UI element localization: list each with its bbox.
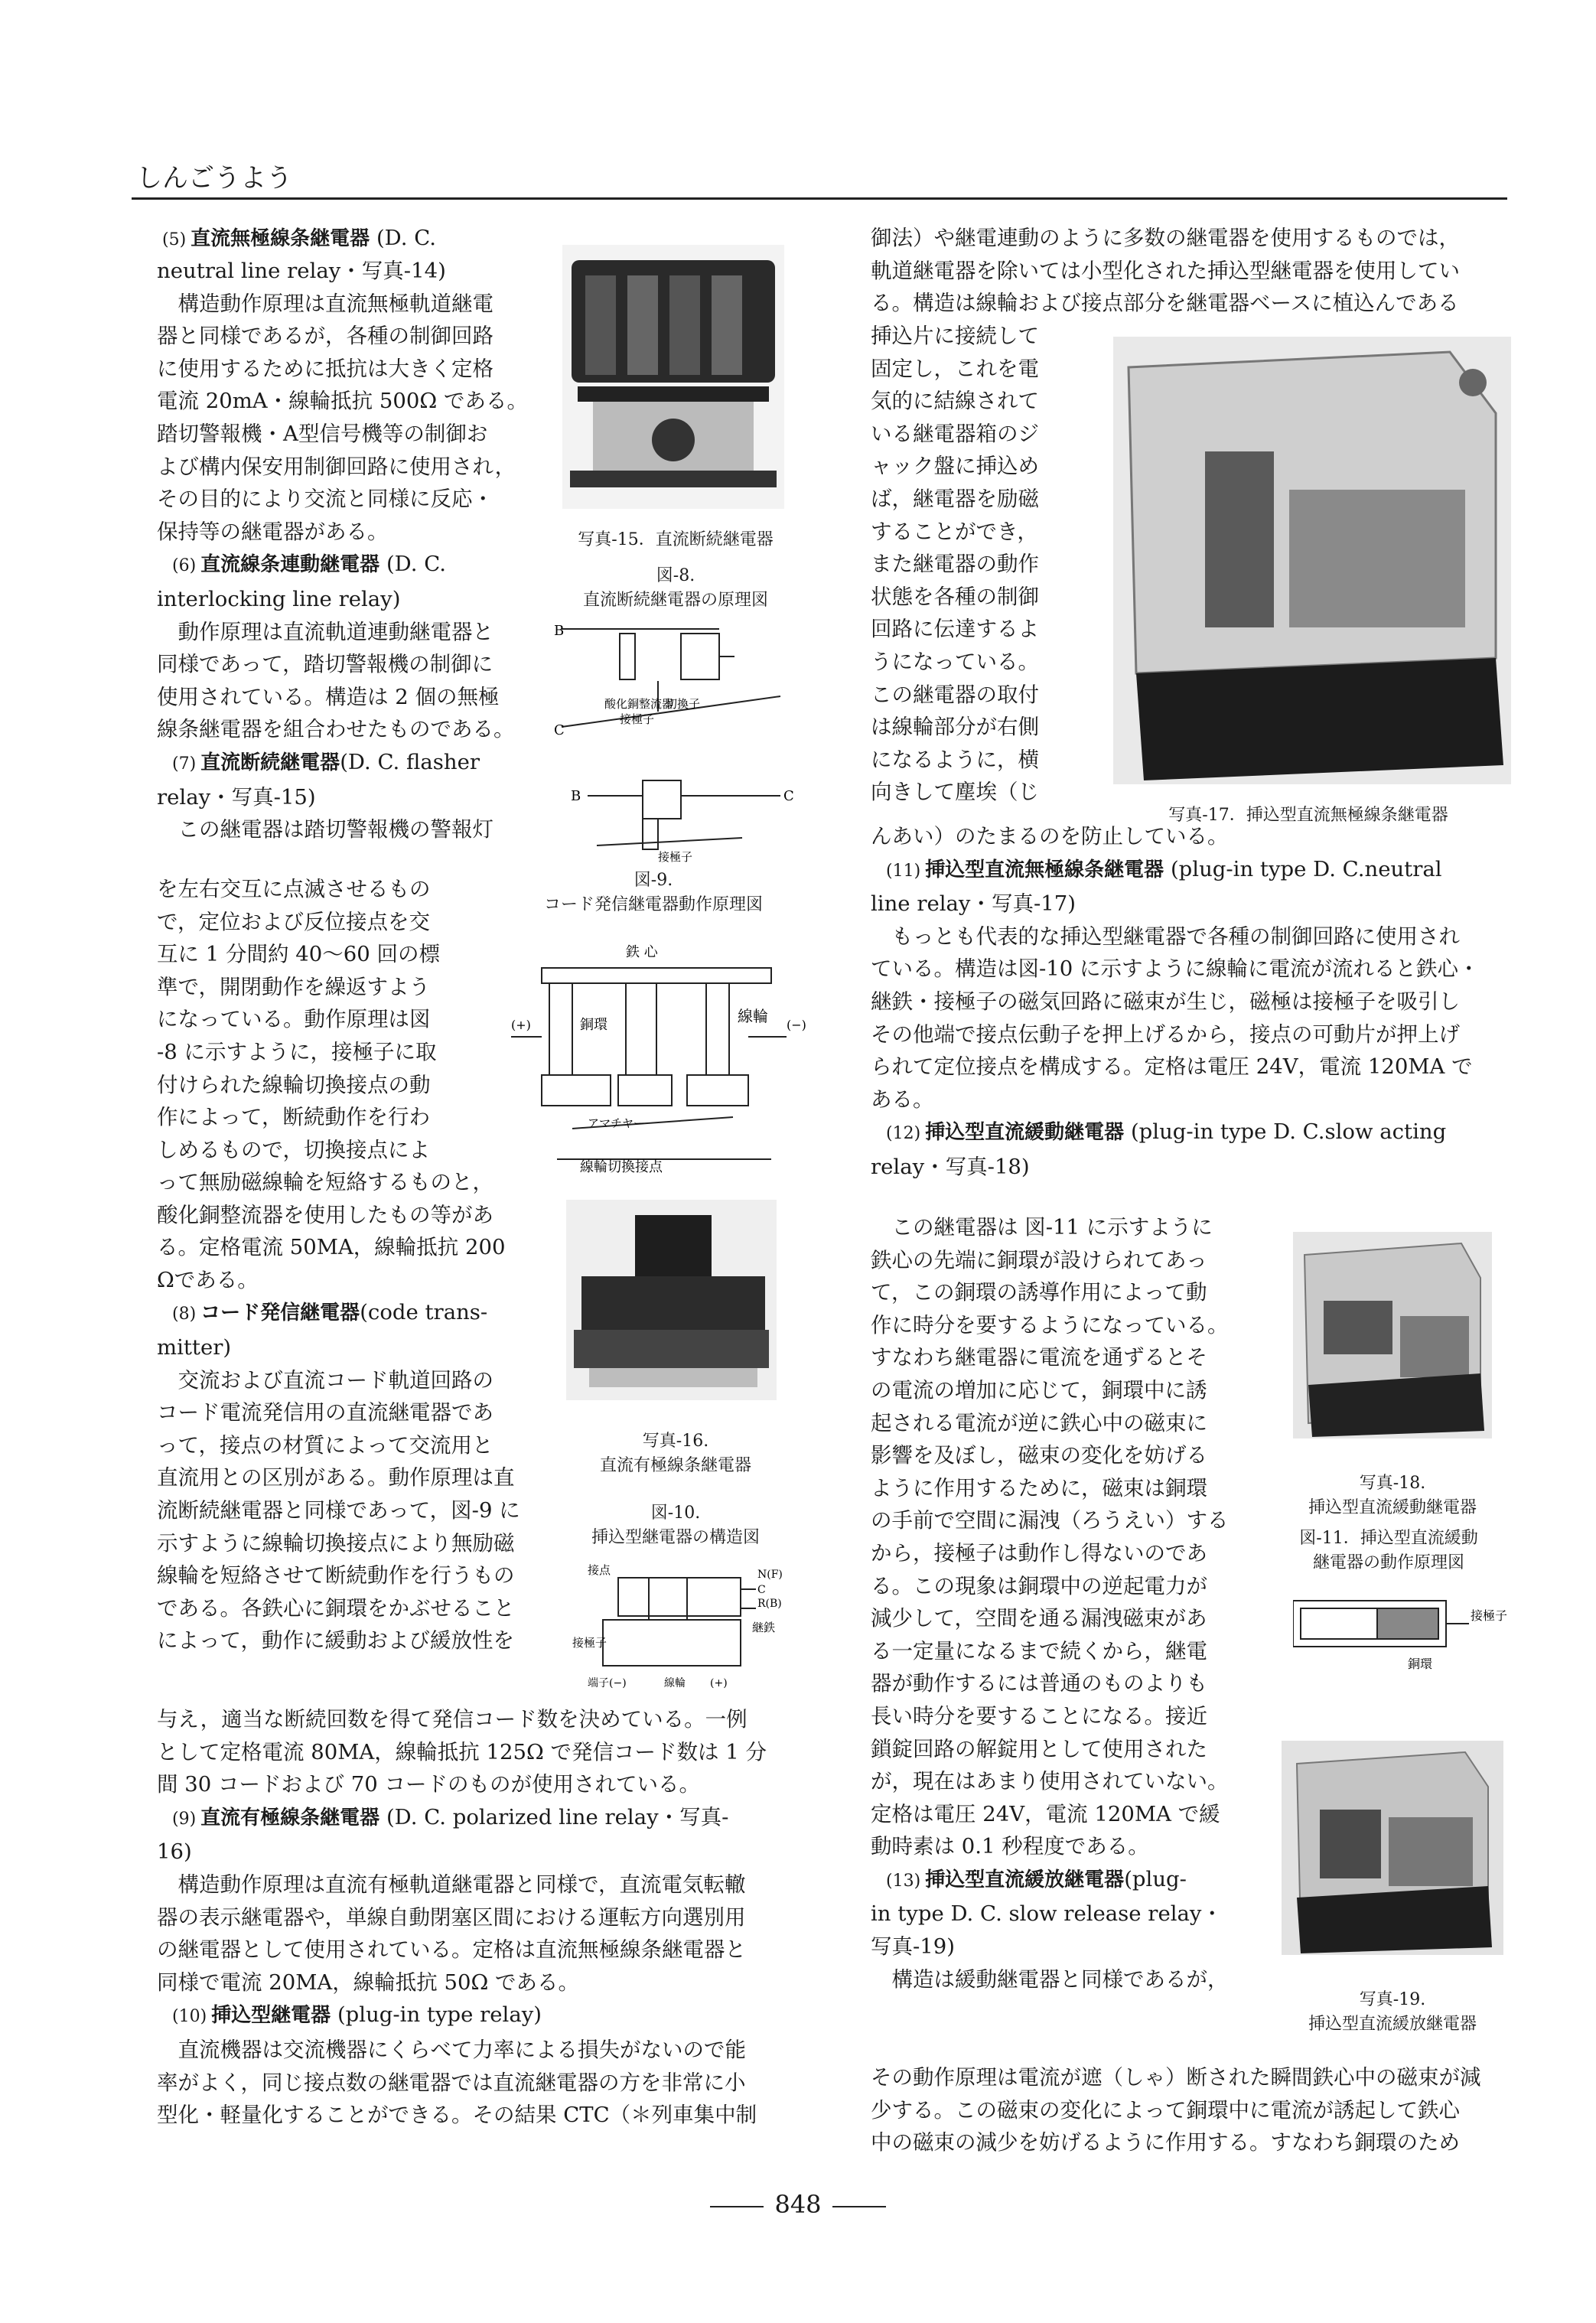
fig-10b-label-r: R(B) — [757, 1598, 782, 1610]
line: 直流用との区別がある。動作原理は直 — [157, 1465, 515, 1491]
fig-11-number: 図-11．挿込型直流緩動 — [1299, 1529, 1478, 1548]
right-tail — [871, 2061, 1515, 2159]
section-latin: (D. C. — [386, 552, 447, 577]
line: 線条継電器を組合わせたものである。 — [157, 717, 515, 742]
fig-8-label-armature: 接極子 — [620, 712, 655, 726]
line: 踏切警報機・A型信号機等の制御お — [157, 421, 488, 446]
line: ャック盤に挿込め — [871, 454, 1039, 479]
fig-10-label-plus: (+) — [511, 1018, 531, 1032]
section-number: (10) — [172, 2007, 207, 2027]
section-number: (12) — [886, 1124, 921, 1144]
section-number: (9) — [172, 1809, 197, 1829]
section-number: (11) — [886, 861, 921, 881]
section-title: 直流断続継電器 — [200, 751, 340, 774]
section-12-body — [871, 1211, 1253, 1996]
section-title: 直流有極線条継電器 — [200, 1806, 380, 1829]
line: ように作用するために，磁束は銅環 — [871, 1475, 1207, 1500]
section-latin: (D. C. flasher — [340, 749, 480, 774]
fig-9-label-armature: 接極子 — [658, 850, 693, 864]
line: て，この銅環の誘導作用によって動 — [871, 1280, 1207, 1305]
line: 御法）や継電連動のように多数の継電器を使用するものでは， — [871, 226, 1460, 250]
line: から，接極子は動作し得ないのであ — [871, 1540, 1207, 1566]
fig-9-label-b: B — [571, 788, 581, 804]
fig-10-number: 図-10. — [650, 1504, 701, 1523]
section-number: (7) — [172, 754, 197, 774]
line: うになっている。 — [871, 649, 1039, 674]
fig-9-number: 図-9. — [634, 871, 673, 890]
line: この継電器は踏切警報機の警報灯 — [178, 817, 493, 842]
section-number: (6) — [172, 556, 197, 576]
line: その目的により交流と同様に反応・ — [157, 487, 493, 512]
section-number: (5) — [162, 230, 187, 249]
section-number: (8) — [172, 1305, 197, 1324]
line: しめるもので，切換接点によ — [157, 1137, 430, 1162]
line: よび構内保安用制御回路に使用され， — [157, 454, 516, 479]
line: 構造は緩動継電器と同様であるが， — [891, 1966, 1229, 1992]
fig-8-title: 直流断続継電器の原理図 — [582, 591, 768, 610]
line: によって，動作に緩動および緩放性を — [157, 1628, 514, 1653]
line: る。構造は線輪および接点部分を継電器ベースに植込んである — [871, 291, 1459, 316]
fig-8-diagram — [551, 612, 796, 742]
line: 作によって，断続動作を行わ — [157, 1105, 430, 1130]
line: の継電器として使用されている。定格は直流無極線条継電器と — [157, 1937, 746, 1963]
line: 定格は電圧 24V，電流 120MA で緩 — [871, 1801, 1220, 1826]
photo-18-number: 写真-18. — [1359, 1474, 1426, 1493]
fig-10b-label-armature: 接極子 — [572, 1636, 607, 1650]
line: 減少して，空間を通る漏洩磁束があ — [871, 1606, 1207, 1631]
fig-10b-label-terminal-minus: 端子(−) — [588, 1677, 627, 1689]
line: ば，継電器を励磁 — [871, 486, 1039, 511]
section-title: 挿込型継電器 — [211, 2004, 331, 2028]
line: いる継電器箱のジ — [871, 421, 1039, 446]
line: 示すように線輪切換接点により無励磁 — [157, 1530, 515, 1556]
page-number-text: 848 — [774, 2190, 822, 2219]
fig-10-title: 挿込型継電器の構造図 — [591, 1528, 760, 1547]
line: コード電流発信用の直流継電器であ — [157, 1400, 493, 1425]
fig-8-label-c: C — [554, 722, 565, 738]
section-latin: (plug-in type D. C.neutral — [1170, 856, 1442, 881]
fig-10-label-minus: (−) — [787, 1018, 806, 1032]
line: この継電器の取付 — [871, 682, 1039, 707]
line: が，現在はあまり使用されていない。 — [871, 1769, 1229, 1794]
section-latin-cont: line relay・写真-17) — [871, 891, 1076, 917]
section-latin: (code trans- — [360, 1300, 488, 1325]
fig-10-label-core: 鉄 心 — [626, 944, 658, 960]
line: 挿込片に接続して — [871, 324, 1039, 348]
line: 影響を及ぼし，磁束の変化を妨げる — [871, 1443, 1207, 1468]
section-title: 直流線条連動継電器 — [200, 553, 380, 577]
section-title: 挿込型直流緩動継電器 — [925, 1121, 1125, 1145]
section-7-body — [157, 873, 510, 1166]
fig-9-diagram — [566, 773, 796, 865]
line: 状態を各種の制御 — [871, 584, 1039, 609]
right-intro — [871, 222, 1515, 320]
section-11 — [871, 820, 1515, 1184]
photo-18-image — [1293, 1232, 1492, 1438]
section-latin: (plug-in type relay) — [337, 2002, 542, 2028]
section-latin: (D. C. — [376, 226, 437, 250]
line: その他端で接点伝動子を押上げるから，接点の可動片が押上げ — [871, 1021, 1460, 1047]
line: になるように，横 — [871, 747, 1039, 772]
photo-16-number: 写真-16. — [642, 1432, 709, 1451]
fig-10-label-armature: アマチヤー — [588, 1116, 646, 1130]
fig-8-number: 図-8. — [656, 566, 695, 585]
line: 器と同様であるが，各種の制御回路 — [157, 324, 493, 349]
fig-11-label-ring: 銅環 — [1408, 1657, 1433, 1671]
photo-16-title: 直流有極線条継電器 — [599, 1456, 751, 1475]
section-latin: (plug- — [1124, 1866, 1187, 1891]
line: 動時素は 0.1 秒程度である。 — [871, 1834, 1149, 1859]
line: の手前で空間に漏洩（ろうえい）する — [871, 1508, 1229, 1533]
line: 間 30 コードおよび 70 コードのものが使用されている。 — [157, 1772, 700, 1797]
line: る。この現象は銅環中の逆起電力が — [871, 1573, 1207, 1598]
fig-10b-label-contact: 接点 — [588, 1563, 611, 1577]
line: 電流 20mA・線輪抵抗 500Ω である。 — [157, 389, 528, 414]
line: 鎖錠回路の解錠用として使用された — [871, 1736, 1207, 1761]
line: 保持等の継電器がある。 — [157, 519, 389, 544]
line: 構造動作原理は直流有極軌道継電器と同様で，直流電気転轍 — [178, 1872, 746, 1897]
line: って，接点の材質によって交流用と — [157, 1432, 493, 1458]
line: 同様であって，踏切警報機の制御に — [157, 652, 493, 677]
section-7-body-b — [157, 1166, 549, 1657]
fig-10-label-ring: 銅環 — [580, 1017, 607, 1033]
line: 長い時分を要することになる。接近 — [871, 1703, 1207, 1728]
fig-10-diagram — [511, 930, 817, 1175]
line: 固定し，これを電 — [871, 356, 1039, 381]
line: 同様で電流 20MA，線輪抵抗 50Ω である。 — [157, 1970, 580, 1995]
line: 器が動作するには普通のものよりも — [871, 1671, 1207, 1696]
line: 構造動作原理は直流無極軌道継電 — [178, 291, 493, 316]
line: ている。構造は図-10 に示すように線輪に電流が流れると鉄心・ — [871, 956, 1480, 982]
line: 交流および直流コード軌道回路の — [178, 1367, 493, 1393]
line: 器の表示継電器や，単線自動閉塞区間における運転方向選別用 — [157, 1904, 746, 1930]
line: ある。 — [871, 1087, 934, 1112]
fig-9-label-c: C — [783, 788, 794, 804]
line: -8 に示すように，接極子に取 — [157, 1039, 437, 1064]
fig-8-label-side: 酸化銅整流器 — [604, 697, 674, 711]
right-intro-narrow — [871, 320, 1100, 809]
fig-10-label-switch: 線輪切換接点 — [580, 1159, 663, 1175]
section-title: コード発信継電器 — [200, 1302, 360, 1325]
section-latin-cont: neutral line relay・写真-14) — [157, 259, 446, 283]
line: 直流機器は交流機器にくらべて力率による損失がないので能 — [178, 2037, 746, 2062]
line: 継鉄・接極子の磁気回路に磁束が生じ，磁極は接極子を吸引し — [871, 989, 1460, 1014]
section-latin-cont: mitter) — [157, 1334, 232, 1360]
fig-11-title: 継電器の動作原理図 — [1312, 1553, 1464, 1572]
line: 互に 1 分間約 40〜60 回の標 — [157, 942, 440, 967]
line: その動作原理は電流が遮（しゃ）断された瞬間鉄心中の磁束が減 — [871, 2065, 1481, 2090]
line: すなわち継電器に電流を通ずるとそ — [871, 1345, 1207, 1370]
fig-11-diagram — [1293, 1585, 1507, 1677]
line: の電流の増加に応じて，銅環中に誘 — [871, 1377, 1207, 1403]
photo-17-image — [1113, 337, 1511, 784]
line: 起される電流が逆に鉄心中の磁束に — [871, 1410, 1207, 1435]
line: 動作原理は直流軌道連動継電器と — [178, 619, 493, 644]
line: として定格電流 80MA，線輪抵抗 125Ω で発信コード数は 1 分 — [157, 1739, 767, 1764]
section-latin: (D. C. polarized line relay・写真- — [386, 1804, 729, 1829]
header-rule — [132, 197, 1507, 200]
line: る一定量になるまで続くから，継電 — [871, 1638, 1207, 1663]
line: 気的に結線されて — [871, 389, 1039, 414]
fig-8-label-contact: 切換子 — [666, 697, 701, 711]
line: に使用するために抵抗は大きく定格 — [157, 356, 493, 381]
fig-10b-label-n: N(F) — [757, 1569, 783, 1581]
section-number: (13) — [886, 1871, 921, 1891]
line: である。各鉄心に銅環をかぶせること — [157, 1595, 515, 1621]
section-latin-cont: in type D. C. slow release relay・ — [871, 1901, 1223, 1927]
fig-10b-label-yoke: 継鉄 — [752, 1621, 776, 1634]
line: 型化・軽量化することができる。その結果 CTC（＊列車集中制 — [157, 2103, 757, 2128]
line: 準で，開閉動作を繰返すよう — [157, 974, 430, 999]
fig-10b-label-coil: 線輪 — [664, 1677, 686, 1689]
line: 流断続継電器と同様であって，図-9 に — [157, 1497, 520, 1523]
photo-15-image — [562, 245, 784, 509]
photo-17-caption: 写真-17．挿込型直流無極線条継電器 — [1168, 806, 1448, 825]
section-latin-cont: 写真-19) — [871, 1934, 956, 1960]
fig-10b-diagram — [572, 1555, 802, 1693]
fig-10-label-coil: 線輪 — [738, 1007, 768, 1025]
line: この継電器は 図-11 に示すように — [891, 1215, 1213, 1240]
page-number — [0, 2190, 1596, 2219]
line: Ωである。 — [157, 1267, 259, 1292]
running-head: しんごうよう — [136, 163, 292, 194]
line: 率がよく，同じ接点数の継電器では直流継電器の方を非常に小 — [157, 2070, 746, 2095]
section-latin-cont: interlocking line relay) — [157, 586, 401, 611]
line: 作に時分を要するようになっている。 — [871, 1312, 1229, 1337]
photo-19-title: 挿込型直流緩放継電器 — [1308, 2015, 1477, 2034]
line: することができ， — [871, 519, 1038, 544]
section-5 — [162, 222, 549, 257]
fig-9-title: コード発信継電器動作原理図 — [543, 895, 763, 914]
section-latin-cont: 16) — [157, 1839, 192, 1865]
photo-19-number: 写真-19. — [1359, 1990, 1426, 2009]
line: 少する。この磁束の変化によって銅環中に電流が誘起して鉄心 — [871, 2097, 1460, 2123]
section-title: 挿込型直流無極線条継電器 — [925, 858, 1164, 881]
line: 回路に伝達するよ — [871, 617, 1039, 642]
photo-16-image — [566, 1200, 777, 1400]
line: 酸化銅整流器を使用したもの等があ — [157, 1202, 493, 1227]
fig-10b-label-c: C — [757, 1584, 766, 1596]
fig-8-label-b: B — [554, 623, 565, 639]
line: を左右交互に点滅させるもの — [157, 877, 431, 901]
line: られて定位接点を構成する。定格は電圧 24V，電流 120MA で — [871, 1054, 1473, 1080]
line: 向きして塵埃（じ — [871, 780, 1039, 805]
section-latin-cont: relay・写真-15) — [157, 784, 316, 810]
section-title: 挿込型直流緩放継電器 — [925, 1868, 1125, 1891]
section-5-body — [157, 255, 549, 846]
line: 中の磁束の減少を妨げるように作用する。すなわち銅環のため — [871, 2130, 1460, 2155]
line: になっている。動作原理は図 — [157, 1007, 431, 1032]
section-title: 直流無極線条継電器 — [191, 227, 370, 250]
line: 付けられた線輪切換接点の動 — [157, 1072, 431, 1097]
line: は線輪部分が右側 — [871, 715, 1039, 740]
line: る。定格電流 50MA，線輪抵抗 200 — [157, 1235, 506, 1260]
left-tail — [157, 1703, 801, 2132]
fig-10b-label-terminal-plus: (+) — [710, 1677, 728, 1689]
fig-11-label-armature: 接極子 — [1471, 1608, 1507, 1623]
line: 使用されている。構造は 2 個の無極 — [157, 684, 500, 709]
photo-15-caption: 写真-15．直流断続継電器 — [578, 530, 774, 549]
line: で，定位および反位接点を交 — [157, 909, 430, 934]
line: 鉄心の先端に銅環が設けられてあっ — [871, 1247, 1207, 1272]
line: 与え，適当な断続回数を得て発信コード数を決めている。一例 — [157, 1707, 748, 1732]
photo-18-title: 挿込型直流緩動継電器 — [1308, 1498, 1477, 1517]
photo-19-image — [1282, 1741, 1503, 1955]
section-latin-cont: relay・写真-18) — [871, 1154, 1030, 1179]
line: んあい）のたまるのを防止している。 — [871, 824, 1229, 849]
section-latin: (plug-in type D. C.slow acting — [1130, 1119, 1447, 1145]
line: 軌道継電器を除いては小型化された挿込型継電器を使用してい — [871, 258, 1460, 283]
line: また継電器の動作 — [871, 552, 1039, 577]
line: もっとも代表的な挿込型継電器で各種の制御回路に使用され — [891, 924, 1460, 949]
line: って無励磁線輪を短絡するものと， — [157, 1170, 493, 1194]
line: 線輪を短絡させて断続動作を行うもの — [157, 1563, 515, 1588]
